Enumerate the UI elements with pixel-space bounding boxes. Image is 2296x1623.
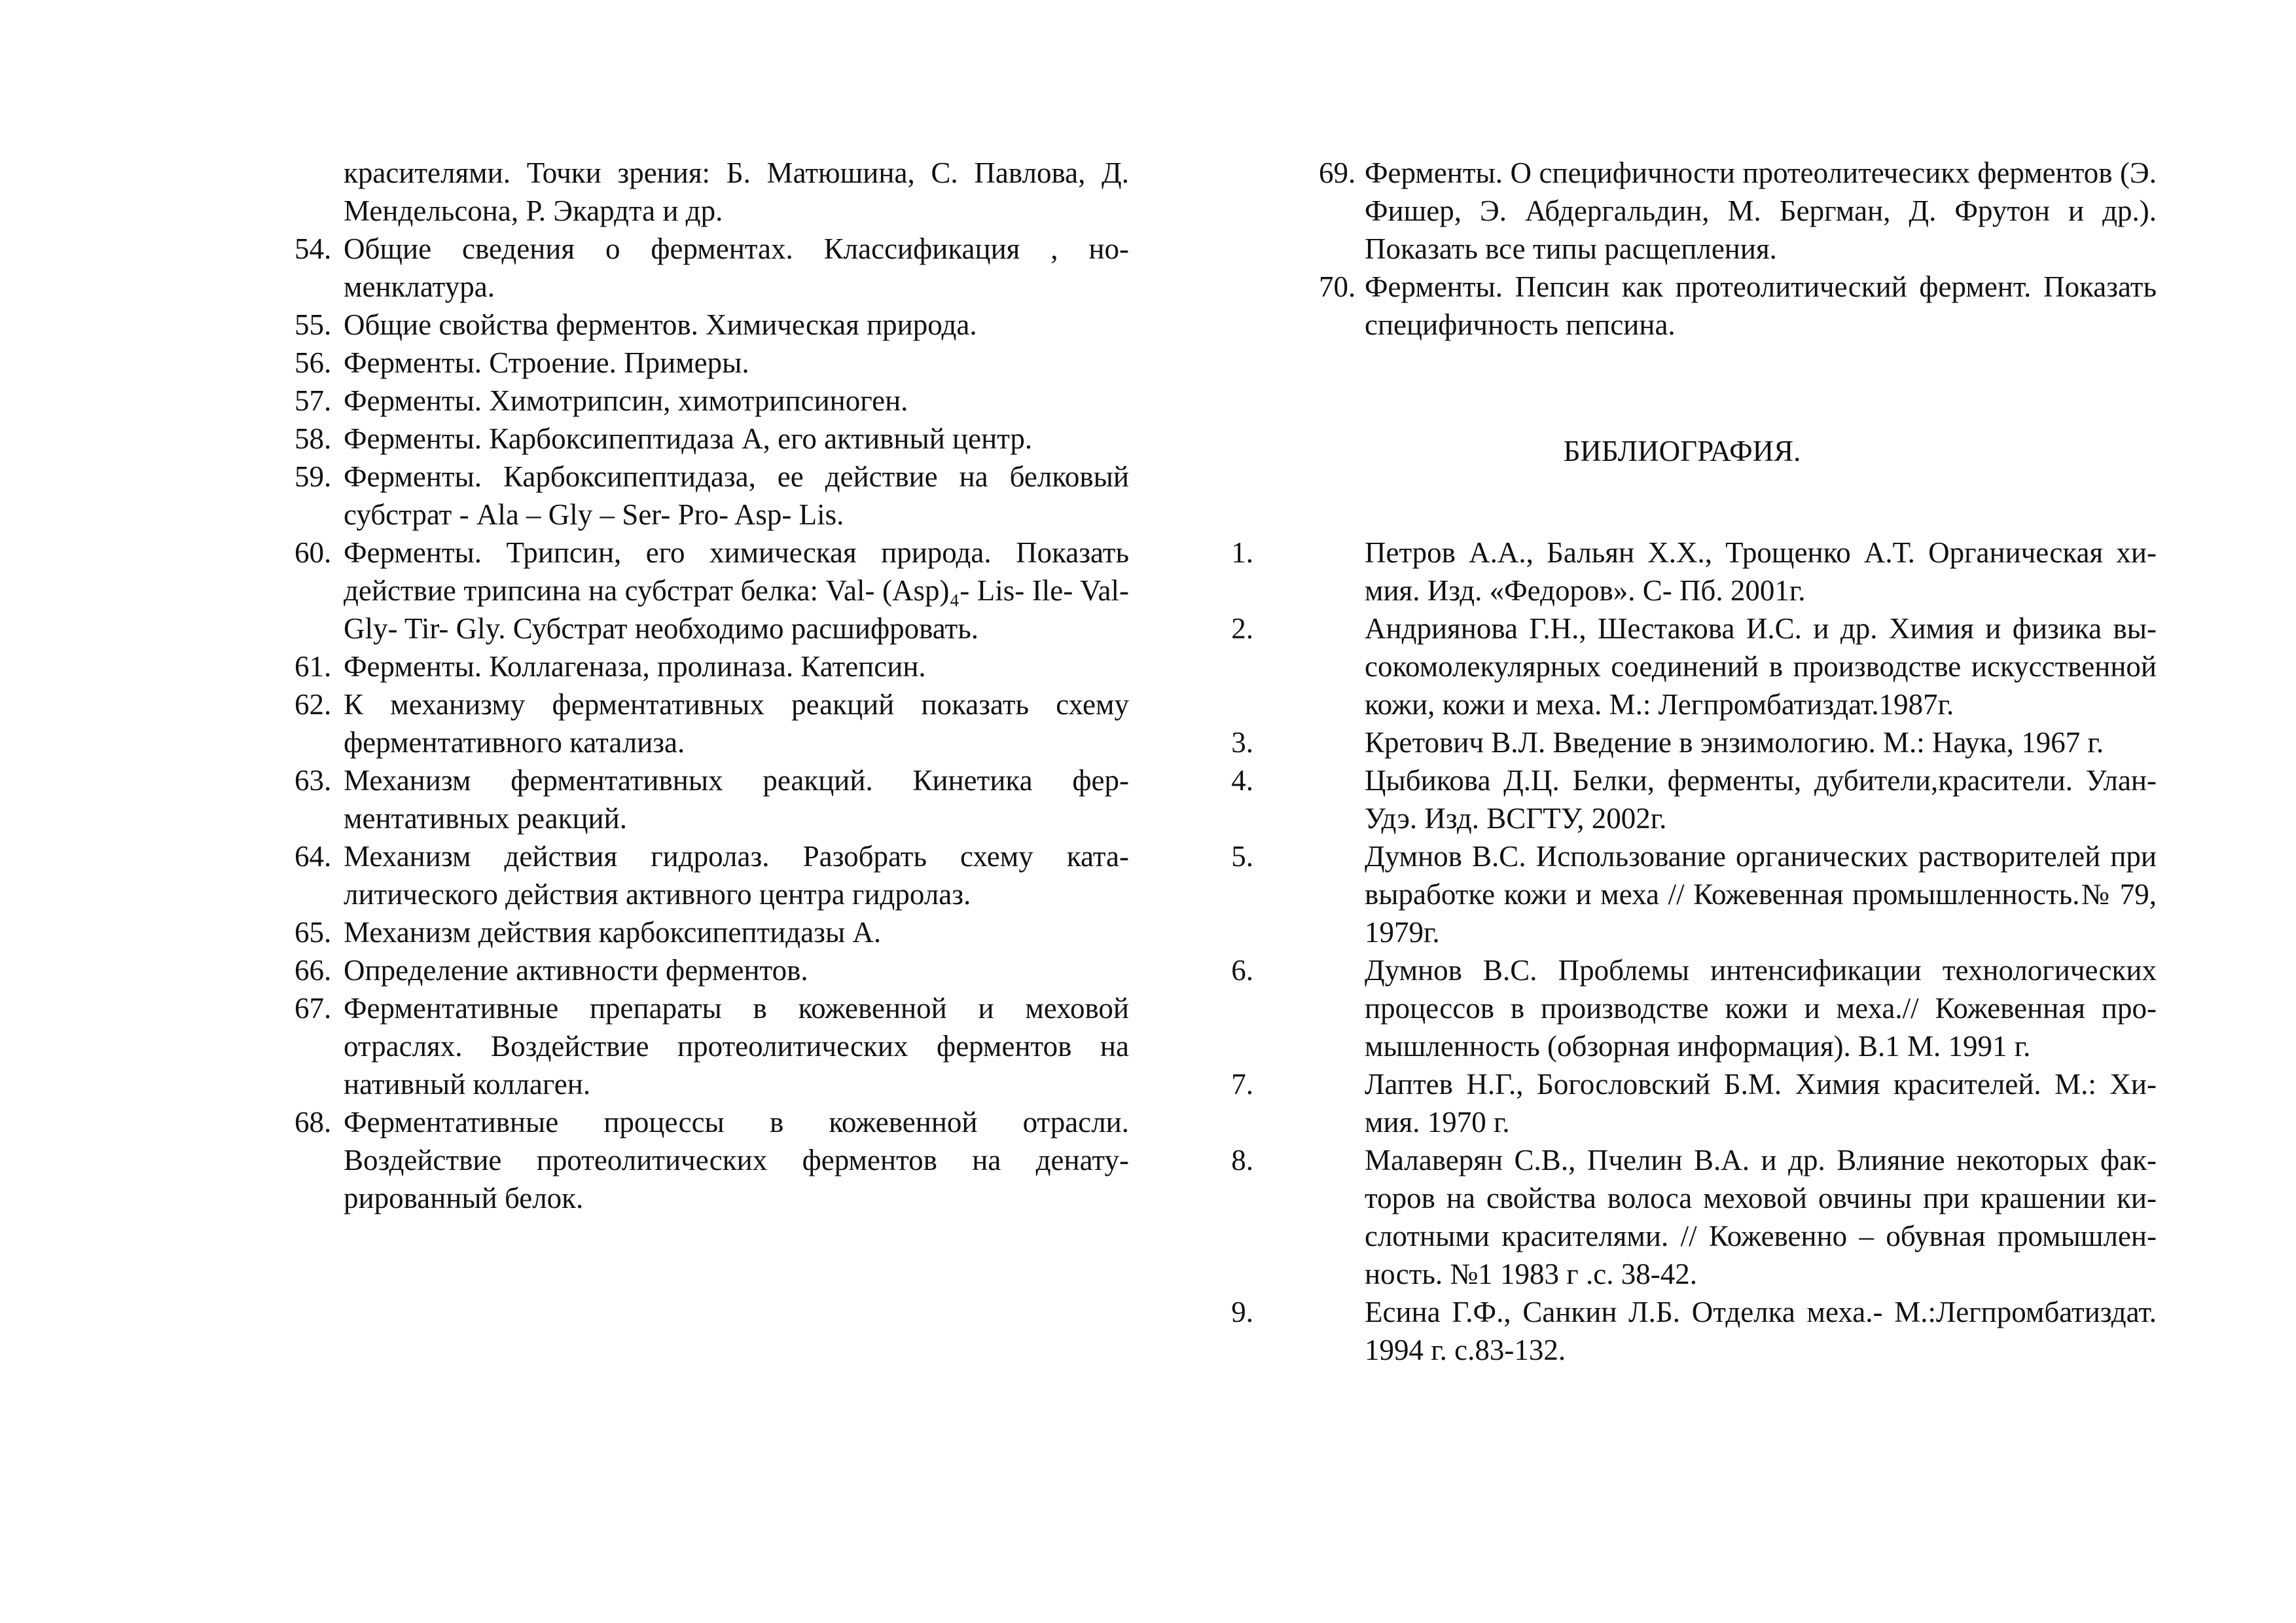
question-number: 67. bbox=[295, 992, 332, 1025]
question-text: Определение активности ферментов. bbox=[344, 954, 808, 987]
question-number: 65. bbox=[295, 916, 332, 949]
entry-text: Кретович В.Л. Введение в энзимологию. М.: Наука, 1967 г. bbox=[1365, 726, 2104, 759]
question-item bbox=[1208, 268, 2157, 344]
question-number: 60. bbox=[295, 536, 332, 569]
question-item bbox=[1208, 154, 2157, 268]
question-text: Ферментативные процессы в кожевенной отрасли. Воздействие протеолитических ферментов на денатурированный белок. bbox=[344, 1106, 1129, 1214]
question-item bbox=[295, 344, 1129, 382]
question-number: 58. bbox=[295, 422, 332, 455]
question-text: Ферменты. О специфичности протеолитечесикх ферментов (Э. Фишер, Э. Абдергальдин, М. Бергман, Д. Фрутон и др.). Показать все типы расщепления. bbox=[1365, 156, 2157, 265]
entry-text: Думнов В.С. Использование органических растворителей при выработке кожи и меха // Кожевенная промышленность.№ 79, 1979г. bbox=[1365, 840, 2157, 949]
question-number: 63. bbox=[295, 764, 332, 797]
question-number: 61. bbox=[295, 650, 332, 683]
question-item bbox=[295, 1103, 1129, 1217]
question-number: 57. bbox=[295, 384, 332, 417]
question-number: 59. bbox=[295, 460, 332, 493]
question-item bbox=[295, 761, 1129, 837]
entry-text: Малаверян С.В., Пчелин В.А. и др. Влияние некоторых факторов на свойства волоса меховой овчины при крашении кислотными красителями. // Кожевенно – обувная промышленность. №1 1983 г .с. 38-42. bbox=[1365, 1144, 2157, 1290]
entry-text: Есина Г.Ф., Санкин Л.Б. Отделка меха.- М.:Легпромбатиздат. 1994 г. с.83-132. bbox=[1365, 1296, 2157, 1366]
right-column bbox=[1208, 154, 2157, 1369]
question-list-right bbox=[1208, 154, 2157, 344]
question-item bbox=[295, 382, 1129, 420]
question-text: Ферменты. Карбоксипептидаза А, его активный центр. bbox=[344, 422, 1033, 455]
entry-number: 6. bbox=[1231, 954, 1253, 987]
entry-number: 4. bbox=[1231, 764, 1253, 797]
question-number: 70. bbox=[1319, 270, 1356, 303]
question-text: Механизм действия карбоксипептидазы А. bbox=[344, 916, 882, 949]
entry-text: Лаптев Н.Г., Богословский Б.М. Химия красителей. М.: Химия. 1970 г. bbox=[1365, 1068, 2157, 1139]
question-text: Общие сведения о ферментах. Классификация , номенклатура. bbox=[344, 232, 1129, 303]
question-item bbox=[295, 458, 1129, 534]
question-item bbox=[295, 420, 1129, 458]
bibliography-entry bbox=[1208, 1065, 2157, 1141]
entry-number: 5. bbox=[1231, 840, 1253, 873]
entry-number: 1. bbox=[1231, 536, 1253, 569]
bibliography-entry bbox=[1208, 951, 2157, 1065]
entry-text: Думнов В.С. Проблемы интенсификации технологических процессов в производстве кожи и меха.// Кожевенная промышленность (обзорная информация). В.1 М. 1991 г. bbox=[1365, 954, 2157, 1063]
entry-text: Цыбикова Д.Ц. Белки, ферменты, дубители,красители. Улан-Удэ. Изд. ВСГТУ, 2002г. bbox=[1365, 764, 2157, 835]
question-item bbox=[295, 230, 1129, 306]
question-number: 62. bbox=[295, 688, 332, 721]
left-column bbox=[295, 154, 1129, 1217]
question-text: Ферментативные препараты в кожевенной и меховой отраслях. Воздействие протеолитических ферментов на нативный коллаген. bbox=[344, 992, 1129, 1101]
question-text: Механизм ферментативных реакций. Кинетика ферментативных реакций. bbox=[344, 764, 1129, 835]
bibliography-entry bbox=[1208, 723, 2157, 761]
question-list-left bbox=[295, 230, 1129, 1217]
entry-text: Андриянова Г.Н., Шестакова И.С. и др. Химия и физика высокомолекулярных соединений в производстве искусственной кожи, кожи и меха. М.: Легпромбатиздат.1987г. bbox=[1365, 612, 2157, 721]
bibliography-entry bbox=[1208, 837, 2157, 951]
question-item bbox=[295, 647, 1129, 685]
question-text: Ферменты. Карбоксипептидаза, ее действие на белковый субстрат - Ala – Gly – Ser- Pro- Asp- Lis. bbox=[344, 460, 1129, 531]
entry-number: 9. bbox=[1231, 1296, 1253, 1328]
question-text: Ферменты. Химотрипсин, химотрипсиноген. bbox=[344, 384, 908, 417]
question-text: Ферменты. Строение. Примеры. bbox=[344, 346, 749, 379]
question-number: 66. bbox=[295, 954, 332, 987]
entry-number: 7. bbox=[1231, 1068, 1253, 1101]
question-item bbox=[295, 913, 1129, 951]
question-item bbox=[295, 951, 1129, 989]
question-text: Ферменты. Пепсин как протеолитический фермент. Показать специфичность пепсина. bbox=[1365, 270, 2157, 341]
bibliography-entry bbox=[1208, 610, 2157, 723]
entry-number: 2. bbox=[1231, 612, 1253, 645]
bibliography-heading: БИБЛИОГРАФИЯ. bbox=[1563, 435, 1801, 467]
question-number: 69. bbox=[1319, 156, 1356, 189]
bibliography-entry bbox=[1208, 1293, 2157, 1369]
question-item bbox=[295, 837, 1129, 913]
question-number: 64. bbox=[295, 840, 332, 873]
entry-number: 8. bbox=[1231, 1144, 1253, 1176]
bibliography-entry bbox=[1208, 534, 2157, 610]
question-item bbox=[295, 685, 1129, 761]
continued-question-text: красителями. Точки зрения: Б. Матюшина, С. Павлова, Д. Мендельсона, Р. Экардта и др. bbox=[344, 156, 1129, 227]
question-number: 54. bbox=[295, 232, 332, 265]
question-text: К механизму ферментативных реакций показать схему ферментативного катализа. bbox=[344, 688, 1129, 759]
question-item bbox=[295, 306, 1129, 344]
question-number: 56. bbox=[295, 346, 332, 379]
question-text: Механизм действия гидролаз. Разобрать схему каталитического действия активного центра гидролаз. bbox=[344, 840, 1129, 911]
question-text: Ферменты. Коллагеназа, пролиназа. Катепсин. bbox=[344, 650, 926, 683]
question-text: Ферменты. Трипсин, его химическая природа. Показать действие трипсина на субстрат белка: Val- (Asp)₄- Lis- Ile- Val- Gly- Tir- Gly. Субстрат необходимо расшифровать. bbox=[344, 536, 1129, 645]
question-item bbox=[295, 534, 1129, 647]
question-text: Общие свойства ферментов. Химическая природа. bbox=[344, 308, 977, 341]
entry-number: 3. bbox=[1231, 726, 1253, 759]
question-number: 68. bbox=[295, 1106, 332, 1139]
bibliography-entry bbox=[1208, 761, 2157, 837]
entry-text: Петров А.А., Бальян Х.Х., Трощенко А.Т. Органическая химия. Изд. «Федоров». С- Пб. 2001г. bbox=[1365, 536, 2157, 607]
question-number: 55. bbox=[295, 308, 332, 341]
bibliography bbox=[1208, 534, 2157, 1369]
question-item bbox=[295, 989, 1129, 1103]
bibliography-entry bbox=[1208, 1141, 2157, 1293]
bibliography-list bbox=[1208, 534, 2157, 1369]
